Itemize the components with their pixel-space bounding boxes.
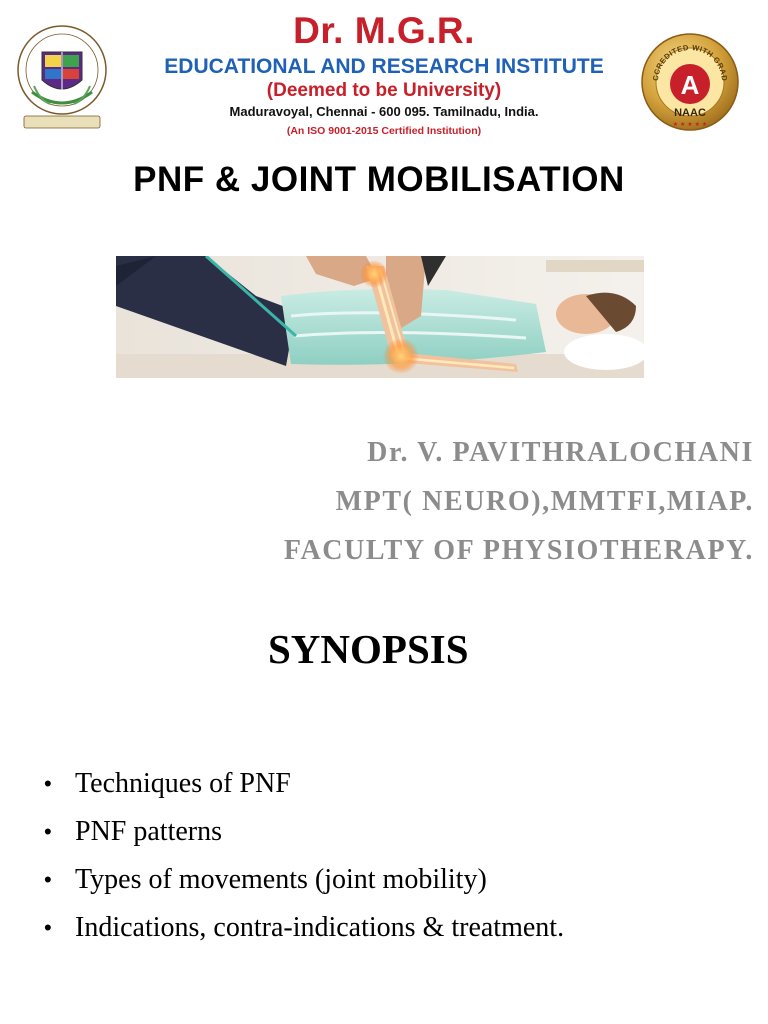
author-name: Dr. V. PAVITHRALOCHANI (367, 437, 754, 468)
bullet-icon: • (44, 915, 52, 940)
bullet-icon: • (44, 819, 52, 844)
physiotherapy-arm-mobilisation-photo (116, 256, 644, 378)
list-item (42, 861, 564, 909)
author-faculty: FACULTY OF PHYSIOTHERAPY. (283, 535, 754, 566)
svg-text:★ ★ ★ ★ ★: ★ ★ ★ ★ ★ (672, 121, 708, 128)
bullet-icon: • (44, 867, 52, 892)
seal-grade: A (680, 70, 700, 100)
bullet-icon: • (44, 771, 52, 796)
author-qualifications: MPT( NEURO),MMTFI,MIAP. (335, 486, 754, 517)
synopsis-item-text: PNF patterns (75, 816, 222, 847)
synopsis-item-text: Techniques of PNF (75, 768, 291, 799)
list-item (42, 909, 564, 957)
synopsis-heading: SYNOPSIS (268, 626, 469, 672)
institution-subtitle: EDUCATIONAL AND RESEARCH INSTITUTE (164, 55, 604, 78)
deemed-university-note: (Deemed to be University) (266, 80, 502, 101)
synopsis-list (42, 765, 564, 957)
iso-certification-note: (An ISO 9001-2015 Certified Institution) (286, 125, 482, 137)
list-item (42, 765, 564, 813)
naac-accreditation-seal-icon (640, 32, 740, 132)
seal-body: NAAC (674, 107, 706, 119)
list-item (42, 813, 564, 861)
synopsis-item-text: Indications, contra-indications & treatment. (75, 912, 565, 943)
synopsis-item-text: Types of movements (joint mobility) (75, 864, 487, 895)
slide-title: PNF & JOINT MOBILISATION (133, 160, 625, 199)
institution-address: Maduravoyal, Chennai - 600 095. Tamilnadu, India. (229, 104, 539, 119)
institution-name: Dr. M.G.R. (293, 10, 475, 51)
seal-arc-text: CCREDITED WITH GRAD (650, 42, 730, 82)
